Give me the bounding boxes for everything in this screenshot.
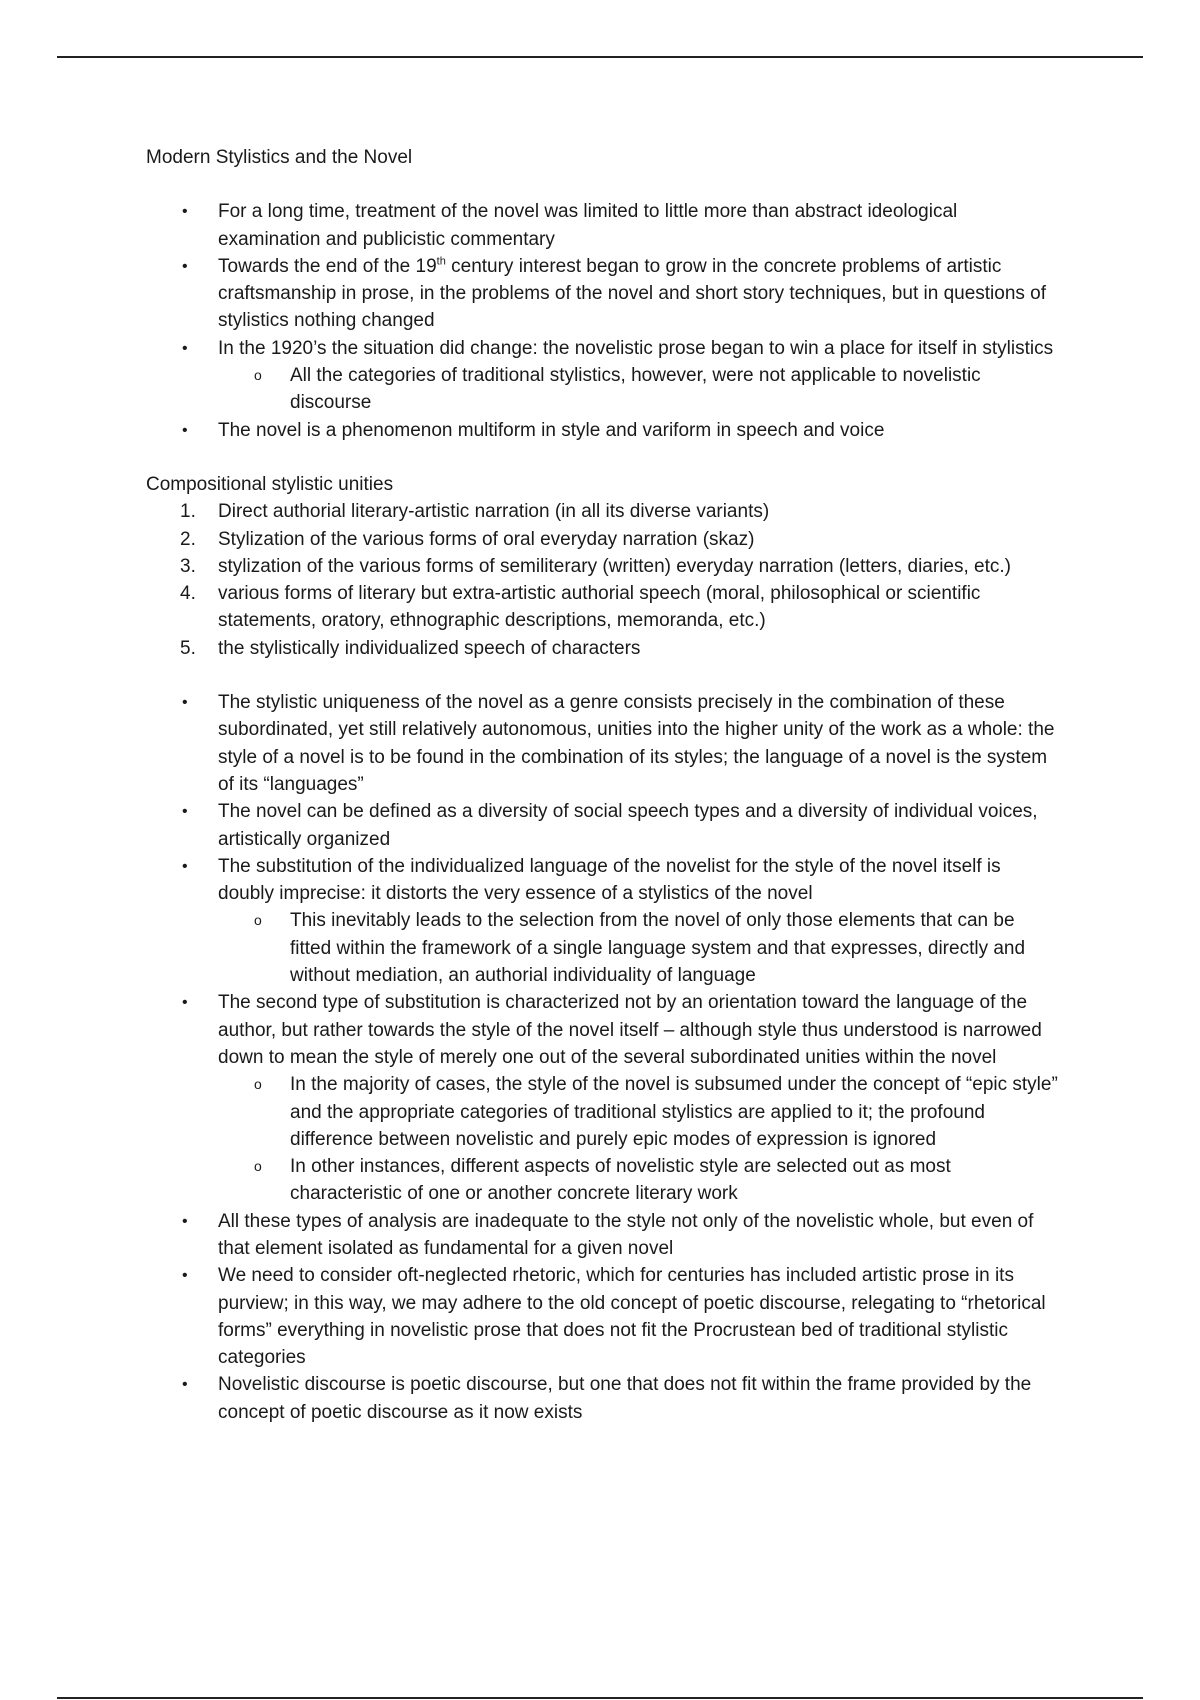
- bullet-icon: •: [182, 257, 188, 275]
- section-title-compositional-unities: Compositional stylistic unities: [146, 473, 394, 495]
- list-item: [146, 798, 1058, 853]
- numbered-item: [146, 498, 1058, 525]
- bullet-list-2: [146, 689, 1066, 1426]
- list-item-text: The substitution of the individualized language of the novelist for the style of the novel itself is doubly imprecise: it distorts the very essence of a stylistics of the novel: [218, 855, 1001, 905]
- list-item-text: The novel is a phenomenon multiform in style and variform in speech and voice: [218, 419, 885, 441]
- item-number: 3.: [180, 555, 196, 577]
- list-item: [146, 253, 1058, 335]
- sub-list-item-text: In the majority of cases, the style of the novel is subsumed under the concept of “epic style” and the appropriate categories of traditional stylistics are applied to it; the profound difference between novelistic and purely epic modes of expression is ignored: [290, 1074, 1058, 1150]
- sub-bullet-icon: o: [254, 367, 262, 384]
- bullet-list-1: [146, 198, 1066, 444]
- sub-list: [218, 362, 1058, 417]
- sub-list-item: [146, 1071, 1058, 1153]
- numbered-item-text: Stylization of the various forms of oral everyday narration (skaz): [218, 528, 755, 550]
- list-item-text: Novelistic discourse is poetic discourse, but one that does not fit within the frame provided by the concept of poetic discourse as it now exists: [218, 1374, 1032, 1423]
- list-item: [146, 1208, 1058, 1263]
- sub-list-item-text: In other instances, different aspects of novelistic style are selected out as most characteristic of one or another concrete literary work: [290, 1156, 951, 1205]
- numbered-item: [146, 635, 1058, 662]
- bullet-icon: •: [182, 694, 188, 712]
- sub-list-item-text: All the categories of traditional stylistics, however, were not applicable to novelistic discourse: [290, 365, 981, 414]
- bullet-icon: •: [182, 1376, 188, 1394]
- bullet-icon: •: [182, 1267, 188, 1285]
- footer-rule: [57, 1697, 1143, 1699]
- list-item: [146, 335, 1058, 417]
- sub-bullet-icon: o: [254, 1076, 262, 1093]
- list-item: [146, 198, 1058, 253]
- list-item: [146, 417, 1058, 444]
- item-number: 2.: [180, 528, 196, 550]
- bullet-icon: •: [182, 1212, 188, 1230]
- sub-list-item: [146, 1153, 1058, 1208]
- numbered-item-text: the stylistically individualized speech of characters: [218, 637, 641, 659]
- list-item: [146, 989, 1058, 1207]
- sub-bullet-icon: o: [254, 912, 262, 929]
- list-item-text: The stylistic uniqueness of the novel as a genre consists precisely in the combination of these subordinated, yet still relatively autonomous, unities into the higher unity of the work as a whole: the style of a novel is to be found in the combination of its styles; the language of a novel is the system of its “languages”: [218, 692, 1055, 795]
- numbered-item: [146, 553, 1058, 580]
- list-item: [146, 1371, 1058, 1426]
- bullet-icon: •: [182, 339, 188, 357]
- item-number: 4.: [180, 583, 196, 605]
- numbered-item-text: Direct authorial literary-artistic narration (in all its diverse variants): [218, 501, 770, 523]
- numbered-item-text: stylization of the various forms of semiliterary (written) everyday narration (letters, diaries, etc.): [218, 555, 1011, 577]
- list-item-text: For a long time, treatment of the novel was limited to little more than abstract ideological examination and publicistic commentary: [218, 201, 958, 250]
- section-title-modern-stylistics: Modern Stylistics and the Novel: [146, 147, 413, 168]
- list-item-text: The second type of substitution is characterized not by an orientation toward the language of the author, but rather towards the style of the novel itself – although style thus understood is narrowed down to mean the style of merely one out of the several subordinated unities within the novel: [218, 992, 1042, 1068]
- list-item-text: Towards the end of the 19th century interest began to grow in the concrete problems of artistic craftsmanship in prose, in the problems of the novel and short story techniques, but in questions of stylistics nothing changed: [218, 255, 1047, 332]
- bullet-icon: •: [182, 857, 188, 875]
- list-item: [146, 689, 1058, 798]
- list-item-text: The novel can be defined as a diversity of social speech types and a diversity of individual voices, artistically organized: [218, 801, 1038, 850]
- list-item-text: All these types of analysis are inadequate to the style not only of the novelistic whole, but even of that element isolated as fundamental for a given novel: [218, 1210, 1034, 1259]
- sub-list: [218, 1071, 1058, 1207]
- bullet-icon: •: [182, 203, 188, 221]
- sub-list-item-text: This inevitably leads to the selection from the novel of only those elements that can be fitted within the framework of a single language system and that expresses, directly and without mediation, an authorial individuality of language: [290, 910, 1026, 987]
- item-number: 5.: [180, 637, 196, 659]
- item-number: 1.: [180, 501, 196, 523]
- sub-list: [218, 907, 1058, 989]
- sub-list-item: [146, 362, 1058, 417]
- list-item: [146, 1262, 1058, 1371]
- numbered-list: [146, 498, 1066, 662]
- list-item-text: In the 1920’s the situation did change: the novelistic prose began to win a place for itself in stylistics: [218, 337, 1054, 359]
- bullet-icon: •: [182, 994, 188, 1012]
- list-item: [146, 853, 1058, 989]
- bullet-icon: •: [182, 421, 188, 439]
- numbered-item-text: various forms of literary but extra-artistic authorial speech (moral, philosophical or scientific statements, oratory, ethnographic descriptions, memoranda, etc.): [218, 583, 981, 632]
- sub-bullet-icon: o: [254, 1158, 262, 1175]
- bullet-icon: •: [182, 803, 188, 821]
- header-rule: [57, 56, 1143, 58]
- numbered-item: [146, 580, 1058, 635]
- list-item-text: We need to consider oft-neglected rhetoric, which for centuries has included artistic prose in its purview; in this way, we may adhere to the old concept of poetic discourse, relegating to “rhetorical forms” everything in novelistic prose that does not fit the Procrustean bed of traditional stylistic categories: [218, 1265, 1046, 1369]
- numbered-item: [146, 526, 1058, 553]
- document-body: [146, 144, 1066, 1426]
- sub-list-item: [146, 907, 1058, 989]
